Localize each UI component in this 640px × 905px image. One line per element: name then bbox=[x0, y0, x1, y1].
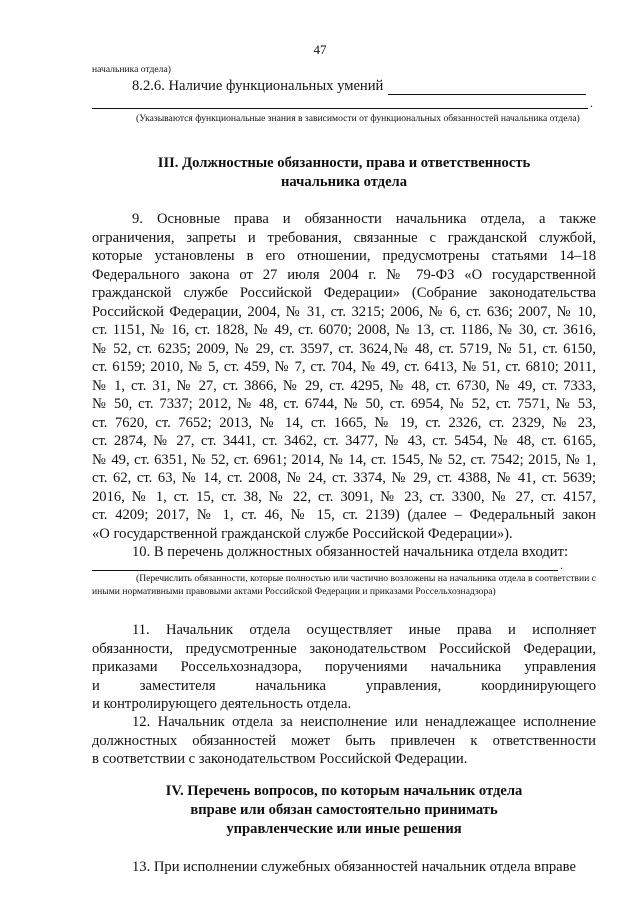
para9-line: ст. 2874, № 27, ст. 3441, ст. 3462, ст. 3477, № 43, ст. 5454, № 48, ст. 6165, bbox=[92, 433, 596, 449]
para11-line: обязанности, предусмотренные законодательством Российской Федерации, bbox=[92, 640, 596, 657]
paragraph-9 bbox=[92, 210, 596, 543]
para12-line: в соответствии с законодательством Российской Федерации. bbox=[92, 751, 468, 767]
para9-line: Федерального закона от 27 июля 2004 г. № 79-ФЗ «О государственной bbox=[92, 266, 596, 283]
para9-line: которые установлены в его отношении, предусмотрены статьями 14–18 bbox=[92, 248, 596, 264]
para9-line: ст. 4209; 2017, № 1, ст. 46, № 15, ст. 2139) (далее – Федеральный закон bbox=[92, 507, 596, 523]
para12-line: 12. Начальник отдела за неисполнение или ненадлежащее исполнение bbox=[132, 714, 596, 730]
para11-line: 11. Начальник отдела осуществляет иные права и исполняет bbox=[132, 622, 596, 638]
section-4-title-line-2: вправе или обязан самостоятельно принимать bbox=[190, 802, 498, 818]
para11-line: и заместителя начальника управления, координирующего bbox=[92, 677, 596, 694]
note-8-2-6: (Указываются функциональные знания в зависимости от функциональных обязанностей начальника отдела) bbox=[136, 113, 580, 124]
para9-line: ограничения, запреты и требования, связанные с гражданской службой, bbox=[92, 229, 596, 246]
para11-line: и контролирующего деятельность отдела. bbox=[92, 696, 352, 712]
para9-line: 9. Основные права и обязанности начальника отдела, а также bbox=[132, 211, 596, 227]
para9-line: Российской Федерации, 2004, № 31, ст. 3215; 2006, № 6, ст. 636; 2007, № 10, bbox=[92, 303, 596, 320]
para12-line: должностных обязанностей может быть привлечен к ответственности bbox=[92, 732, 596, 749]
section-4-title-line-3: управленческие или иные решения bbox=[226, 821, 462, 837]
para9-line: № 50, ст. 7337; 2012, № 48, ст. 6744, № 50, ст. 6954, № 52, ст. 7571, № 53, bbox=[92, 396, 596, 412]
top-line: начальника отдела) bbox=[92, 64, 171, 75]
para9-line: ст. 7620, ст. 7652; 2013, № 14, ст. 1665, № 19, ст. 2326, ст. 2329, № 23, bbox=[92, 414, 596, 431]
para9-line: «О государственной гражданской службе Российской Федерации»). bbox=[92, 525, 513, 542]
blank-line-1 bbox=[388, 94, 586, 95]
section-4-title-line-1: IV. Перечень вопросов, по которым начальник отдела bbox=[165, 783, 523, 799]
note-10: (Перечислить обязанности, которые полностью или частично возложены на начальника отдела в соответствии с иными нормативными правовыми актами Российской Федерации и приказами Россельхознадзора) bbox=[92, 573, 596, 597]
para9-line: № 49, ст. 6351, № 52, ст. 6961; 2014, № 14, ст. 1545, № 52, ст. 7542; 2015, № 1, bbox=[92, 451, 596, 468]
section-3-title-line-1: III. Должностные обязанности, права и ответственность bbox=[157, 155, 531, 171]
line-end-dot-2: . bbox=[560, 558, 563, 572]
para9-line: ст. 1151, № 16, ст. 1828, № 49, ст. 6070; 2008, № 13, ст. 1186, № 30, ст. 3616, bbox=[92, 322, 596, 338]
para9-line: 2016, № 1, ст. 15, ст. 38, № 22, ст. 3091, № 23, ст. 3300, № 27, ст. 4157, bbox=[92, 488, 596, 505]
paragraph-11 bbox=[92, 621, 596, 714]
blank-line-3 bbox=[92, 570, 558, 571]
page-number: 47 bbox=[313, 42, 327, 57]
para9-line: ст. 6159; 2010, № 5, ст. 459, № 7, ст. 704, № 49, ст. 6413, № 51, ст. 6810; 2011, bbox=[92, 359, 596, 375]
item-8-2-6: 8.2.6. Наличие функциональных умений bbox=[132, 78, 384, 94]
para9-line: № 1, ст. 31, № 27, ст. 3866, № 29, ст. 4295, № 48, ст. 6730, № 49, ст. 7333, bbox=[92, 377, 596, 394]
blank-line-2 bbox=[92, 108, 588, 109]
paragraph-13: 13. При исполнении служебных обязанностей начальник отдела вправе bbox=[132, 859, 576, 875]
paragraph-12 bbox=[92, 713, 596, 769]
section-3-title-line-2: начальника отдела bbox=[280, 174, 408, 190]
para9-line: ст. 62, ст. 63, № 14, ст. 2008, № 24, ст. 3374, № 29, ст. 4388, № 41, ст. 5639; bbox=[92, 470, 596, 486]
line-end-dot: . bbox=[590, 96, 593, 110]
paragraph-10: 10. В перечень должностных обязанностей начальника отдела входит: bbox=[132, 544, 569, 560]
para9-line: № 52, ст. 6235; 2009, № 29, ст. 3597, ст. 3624,№ 48, ст. 5719, № 51, ст. 6150, bbox=[92, 340, 596, 357]
para11-line: приказами Россельхознадзора, поручениями начальника управления bbox=[92, 659, 596, 675]
para9-line: гражданской службе Российской Федерации» (Собрание законодательства bbox=[92, 285, 596, 301]
